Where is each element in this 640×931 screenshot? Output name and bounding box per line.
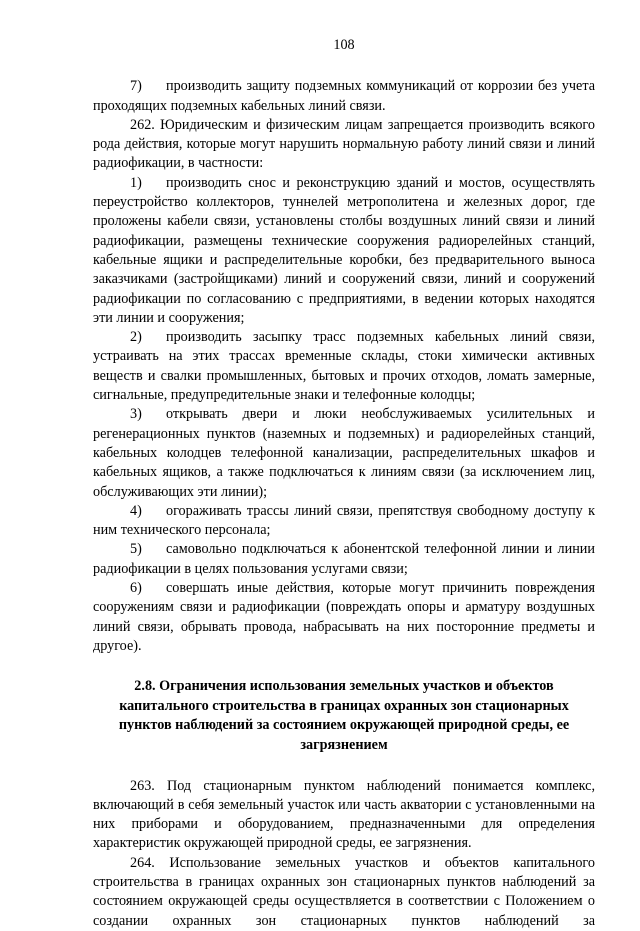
list-item-4 [93,502,595,541]
list-item-text: огораживать трассы линий связи, препятствуя свободному доступу к ним технического персонала; [93,502,595,539]
list-item-3 [93,405,595,501]
paragraph-264: 264. Использование земельных участков и объектов капитального строительства в границах охранных зон стационарных пунктов наблюдений за состоянием окружающей среды осуществляется в соответствии с Положением о создании охранных зон стационарных пунктов наблюдений за [93,854,595,929]
list-item-number: 7) [130,78,142,95]
list-item-number: 4) [130,502,142,519]
list-item-2 [93,328,595,405]
list-item-number: 5) [130,541,142,558]
list-item-number: 1) [130,174,142,191]
paragraph-263: 263. Под стационарным пунктом наблюдений понимается комплекс, включающий в себя земельный участок или часть акватории с установленными на них приборами и оборудованием, предназначенными для определения характеристик окружающей природной среды, ее загрязнения. [93,777,595,852]
list-item-text: производить засыпку трасс подземных кабельных линий связи, устраивать на этих трассах временные склады, стоки химически активных веществ и свалки промышленных, бытовых и прочих отходов, ломать замерные, сигнальные, предупредительные знаки и телефонные колодцы; [93,329,595,404]
list-item-5 [93,540,595,579]
page-number: 108 [333,37,355,53]
list-item-6 [93,579,595,656]
list-item-text: открывать двери и люки необслуживаемых усилительных и регенерационных пунктов (наземных и подземных) и радиорелейных станций, кабельных колодцев телефонной канализации, распределительных шкафов и кабельных ящиков, а также подключаться к линиям связи (за исключением лиц, обслуживающих эти линии); [93,406,595,500]
paragraph-262: 262. Юридическим и физическим лицам запрещается производить всякого рода действия, которые могут нарушить нормальную работу линий связи и линий радиофикации, в частности: [93,116,595,172]
list-item-text: производить защиту подземных коммуникаций от коррозии без учета проходящих подземных кабельных линий связи. [93,78,595,114]
list-item-text: производить снос и реконструкцию зданий и мостов, осуществлять переустройство коллекторов, туннелей метрополитена и железных дорог, где проложены кабели связи, установлены столбы воздушных линий связи и линий радиофикации, размещены технические сооружения радиорелейных станций, кабельные ящики и распределительные коробки, без предварительного выноса заказчиками (застройщиками) линий и сооружений связи, линий и сооружений радиофикации по согласованию с предприятиями, в ведении которых находятся эти линии и сооружения; [93,174,595,326]
list-item-7 [93,77,595,116]
list-item-1 [93,174,595,328]
list-item-number: 2) [130,329,142,346]
section-heading: 2.8. Ограничения использования земельных участков и объектов капитального строительства в границах охранных зон стационарных пунктов наблюдений за состоянием окружающей природной среды, ее загрязнением [118,678,570,753]
list-item-text: совершать иные действия, которые могут причинить повреждения сооружениям связи и радиофикации (повреждать опоры и арматуру воздушных линий связи, обрывать провода, набрасывать на них посторонние предметы и другое). [93,580,595,654]
list-item-number: 3) [130,406,142,423]
list-item-text: самовольно подключаться к абонентской телефонной линии и линии радиофикации в целях пользования услугами связи; [93,541,595,577]
list-item-number: 6) [130,580,142,597]
